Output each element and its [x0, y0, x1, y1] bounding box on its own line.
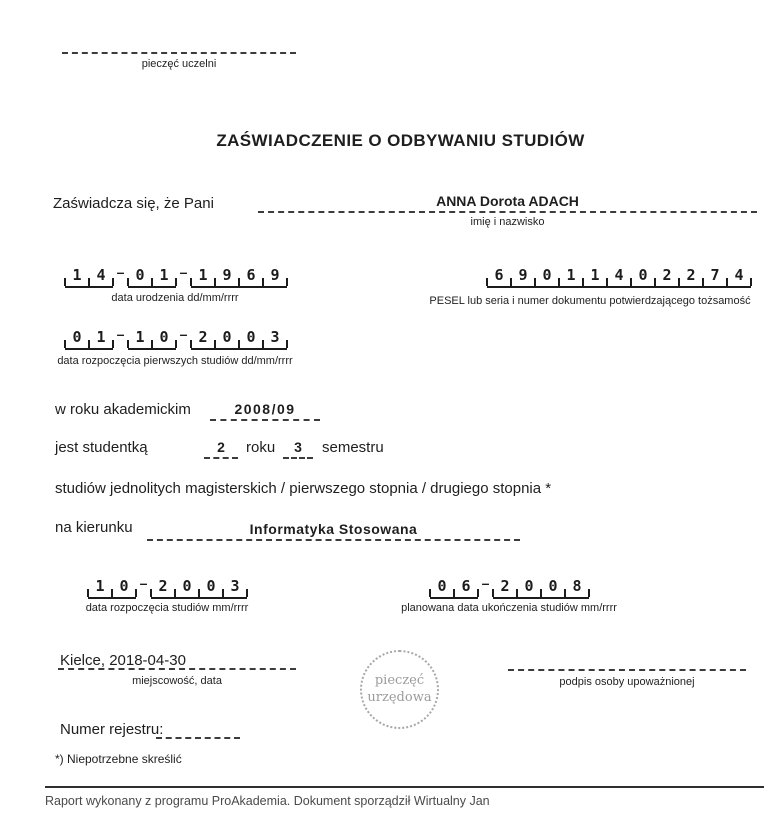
studies-end-comb — [430, 572, 589, 599]
comb-cell: 1 — [128, 323, 152, 350]
comb-cell: 2 — [493, 572, 517, 599]
comb-group — [430, 572, 478, 599]
comb-cell: 0 — [112, 572, 136, 599]
comb-separator: – — [139, 575, 148, 591]
first-studies-date-caption: data rozpoczęcia pierwszych studiów dd/mm/rrrr — [57, 355, 293, 367]
comb-cell: 1 — [559, 261, 583, 288]
semester-unit: semestru — [322, 439, 384, 456]
comb-cell: 0 — [631, 261, 655, 288]
comb-cell: 0 — [65, 323, 89, 350]
comb-cell: 2 — [679, 261, 703, 288]
academic-year-value: 2008/09 — [234, 401, 296, 417]
comb-cell: 1 — [89, 323, 113, 350]
study-year-value: 2 — [217, 439, 225, 455]
student-status-label: jest studentką — [55, 439, 148, 456]
birth-date-comb — [65, 261, 287, 288]
comb-cell: 4 — [89, 261, 113, 288]
registry-label: Numer rejestru: — [60, 721, 164, 738]
document-title: ZAŚWIADCZENIE O ODBYWANIU STUDIÓW — [216, 131, 585, 150]
comb-cell: 1 — [583, 261, 607, 288]
university-stamp-line — [62, 52, 296, 54]
footer-divider — [45, 786, 764, 788]
comb-cell: 8 — [565, 572, 589, 599]
studies-start-caption: data rozpoczęcia studiów mm/rrrr — [85, 602, 249, 614]
comb-cell: 0 — [535, 261, 559, 288]
place-date-line — [58, 668, 296, 670]
pesel-caption: PESEL lub seria i numer dokumentu potwierdzającego tożsamość — [429, 295, 751, 307]
signature-caption: podpis osoby upoważnionej — [559, 676, 695, 688]
place-date-value: Kielce, 2018-04-30 — [60, 652, 186, 669]
studies-end-caption: planowana data ukończenia studiów mm/rrrr — [401, 602, 617, 614]
comb-cell: 0 — [175, 572, 199, 599]
comb-cell: 6 — [487, 261, 511, 288]
comb-group — [151, 572, 247, 599]
field-of-study-field — [147, 517, 520, 541]
comb-cell: 0 — [152, 323, 176, 350]
comb-separator: – — [179, 264, 188, 280]
comb-cell: 3 — [263, 323, 287, 350]
comb-cell: 0 — [430, 572, 454, 599]
comb-cell: 2 — [151, 572, 175, 599]
place-date-caption: miejscowość, data — [132, 675, 222, 687]
semester-value: 3 — [294, 439, 302, 455]
comb-cell: 9 — [215, 261, 239, 288]
comb-cell: 6 — [454, 572, 478, 599]
full-name-value: ANNA Dorota ADACH — [436, 193, 579, 209]
official-stamp-line1: pieczęć — [374, 673, 425, 689]
comb-cell: 1 — [65, 261, 89, 288]
comb-cell: 0 — [239, 323, 263, 350]
birth-date-caption: data urodzenia dd/mm/rrrr — [111, 292, 239, 304]
study-year-unit: roku — [246, 439, 276, 456]
comb-group — [88, 572, 136, 599]
comb-cell: 6 — [239, 261, 263, 288]
comb-cell: 9 — [511, 261, 535, 288]
comb-separator: – — [116, 326, 125, 342]
comb-cell: 1 — [88, 572, 112, 599]
comb-cell: 3 — [223, 572, 247, 599]
footnote: *) Niepotrzebne skreślić — [55, 752, 182, 766]
comb-separator: – — [179, 326, 188, 342]
studies-start-comb — [88, 572, 247, 599]
full-name-field — [258, 188, 757, 213]
comb-group — [65, 323, 113, 350]
certify-label: Zaświadcza się, że Pani — [53, 195, 214, 212]
comb-group — [191, 261, 287, 288]
comb-group — [493, 572, 589, 599]
comb-cell: 9 — [263, 261, 287, 288]
comb-group — [128, 323, 176, 350]
official-stamp-line2: urzędowa — [367, 689, 432, 705]
comb-group — [128, 261, 176, 288]
comb-cell: 2 — [655, 261, 679, 288]
comb-separator: – — [116, 264, 125, 280]
comb-cell: 1 — [191, 261, 215, 288]
full-name-caption: imię i nazwisko — [470, 216, 545, 228]
comb-cell: 0 — [128, 261, 152, 288]
academic-year-label: w roku akademickim — [55, 401, 191, 418]
comb-cell: 0 — [541, 572, 565, 599]
university-stamp-caption: pieczęć uczelni — [141, 58, 217, 70]
comb-separator: – — [481, 575, 490, 591]
signature-line — [508, 669, 746, 671]
study-year-field — [204, 437, 238, 459]
studies-type-line: studiów jednolitych magisterskich / pierwszego stopnia / drugiego stopnia * — [55, 480, 552, 497]
comb-cell: 0 — [215, 323, 239, 350]
comb-group — [487, 261, 751, 288]
registry-line — [156, 737, 240, 739]
comb-group — [191, 323, 287, 350]
comb-cell: 4 — [727, 261, 751, 288]
comb-cell: 2 — [191, 323, 215, 350]
comb-cell: 0 — [517, 572, 541, 599]
field-of-study-value: Informatyka Stosowana — [249, 521, 418, 537]
comb-cell: 4 — [607, 261, 631, 288]
pesel-comb — [487, 261, 751, 288]
semester-field — [283, 437, 313, 459]
first-studies-date-comb — [65, 323, 287, 350]
comb-cell: 1 — [152, 261, 176, 288]
footer-text: Raport wykonany z programu ProAkademia. Dokument sporządził Wirtualny Jan — [45, 794, 490, 808]
comb-cell: 7 — [703, 261, 727, 288]
field-of-study-label: na kierunku — [55, 519, 133, 536]
comb-group — [65, 261, 113, 288]
official-stamp — [360, 650, 439, 729]
academic-year-field — [210, 399, 320, 421]
comb-cell: 0 — [199, 572, 223, 599]
